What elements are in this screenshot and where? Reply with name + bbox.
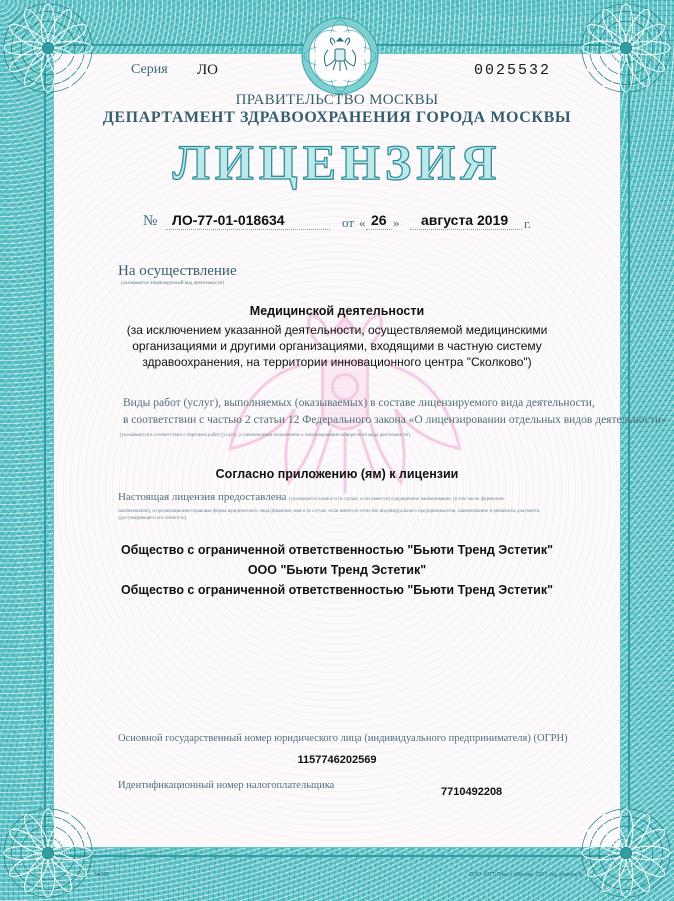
activity-heading: На осуществление	[118, 263, 237, 279]
license-month-year: августа 2019	[421, 212, 509, 228]
document-title: ЛИЦЕНЗИЯ	[172, 134, 502, 190]
company-full-name: Общество с ограниченной ответственностью "Бьюти Тренд Эстетик"	[120, 543, 554, 557]
activity-exclusion-note: (за исключением указанной деятельности, осуществляемой медицинскими организациями и другими организациями, входящими в частную систему здравоохранения, на территории инновационного центра "Сколково")	[126, 323, 548, 369]
series-value: ЛО	[197, 62, 219, 78]
ogrn-label: Основной государственный номер юридического лица (индивидуального предпринимателя) (ОГРН)	[118, 733, 568, 744]
license-number-underline	[165, 229, 330, 230]
granted-to-fine-print: (указывается полное и (в случае, если имеется) сокращенное наименование, (в том числе фирменное	[289, 497, 505, 502]
number-sign: №	[143, 213, 158, 229]
works-line-1: Виды работ (услуг), выполняемых (оказываемых) в составе лицензируемого вида деятельности,	[123, 397, 595, 409]
month-underline	[410, 229, 522, 230]
microprint-printer: ООО «ИТТ-Плюс» г.Москва, 2017 год, уровень Б	[469, 872, 582, 878]
corner-rosette-top-left	[0, 0, 96, 96]
company-full-name-repeat: Общество с ограниченной ответственностью "Бьюти Тренд Эстетик"	[120, 583, 554, 597]
license-form-number: 0025532	[474, 62, 552, 79]
license-day: 26	[371, 212, 387, 228]
granted-to-line	[118, 491, 505, 503]
ogrn-value: 1157746202569	[297, 754, 377, 766]
issuer-department: ДЕПАРТАМЕНТ ЗДРАВООХРАНЕНИЯ ГОРОДА МОСКВЫ	[102, 109, 572, 126]
day-underline	[366, 229, 392, 230]
works-line-2: в соответствии с частью 2 статьи 12 Федерального закона «О лицензировании отдельных видов деятельности»	[123, 414, 667, 426]
activity-caption: (указывается лицензируемый вид деятельности)	[121, 281, 224, 286]
inn-label: Идентификационный номер налогоплательщика	[118, 780, 335, 791]
date-quote-close: »	[393, 215, 400, 230]
corner-rosette-bottom-right	[578, 805, 674, 901]
granted-to-caption: наименование), и организационно-правовая форма юридического лица (фамилия, имя и (в случае, если имеется) отчество индивидуального предпринимателя, наименование и реквизиты документа, удостоверяющего его личность)	[118, 509, 541, 521]
coat-of-arms-emblem	[300, 16, 380, 96]
works-caption: (указываются в соответствии с перечнем работ (услуг), установленным положением о лицензировании конкретного вида деятельности)	[120, 433, 410, 438]
company-short-name: ООО "Бьюти Тренд Эстетик"	[247, 563, 427, 577]
license-number: ЛО-77-01-018634	[172, 212, 285, 228]
year-suffix: г.	[524, 216, 532, 231]
corner-rosette-bottom-left	[0, 805, 96, 901]
microprint-code: 94326	[95, 872, 109, 878]
according-to-appendix: Согласно приложению (ям) к лицензии	[215, 467, 459, 481]
granted-to-label: Настоящая лицензия предоставлена	[118, 491, 287, 503]
activity-type: Медицинской деятельности	[249, 304, 425, 318]
date-quote-open: «	[359, 215, 366, 230]
issuer-government: ПРАВИТЕЛЬСТВО МОСКВЫ	[235, 92, 439, 108]
corner-rosette-top-right	[578, 0, 674, 96]
date-from-label: от	[342, 215, 355, 230]
inn-value: 7710492208	[441, 786, 503, 798]
series-label: Серия	[131, 62, 168, 77]
